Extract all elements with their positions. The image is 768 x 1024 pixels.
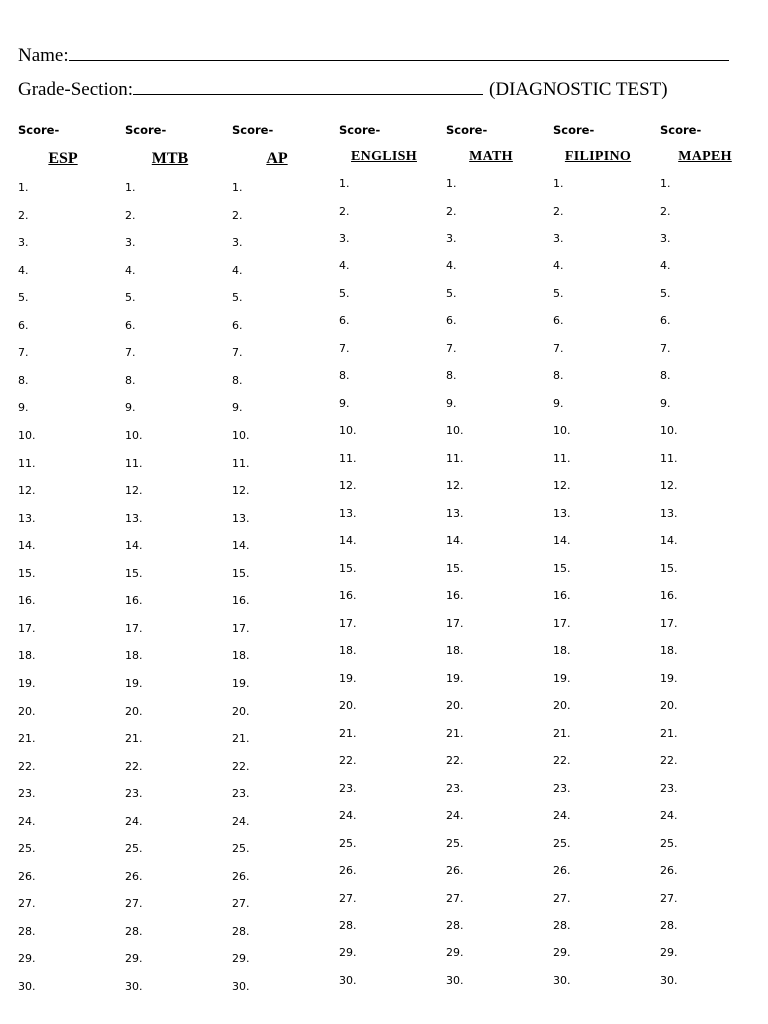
item-number-mapeh: 24.: [660, 809, 678, 822]
grade-section-label: Grade-Section:: [18, 79, 134, 100]
subject-heading-mtb: MTB: [151, 150, 189, 167]
item-number-filipino: 4.: [553, 259, 564, 273]
item-number-filipino: 27.: [553, 891, 571, 905]
item-number-math: 18.: [446, 644, 464, 658]
item-number-mtb: 14.: [125, 539, 143, 553]
item-number-filipino: 23.: [553, 781, 571, 795]
item-number-mtb: 20.: [125, 704, 143, 718]
item-number-mapeh: 30.: [660, 973, 678, 987]
item-number-english: 28.: [339, 919, 357, 932]
item-number-mapeh: 8.: [660, 369, 671, 383]
item-number-english: 21.: [339, 726, 357, 740]
item-number-esp: 26.: [18, 869, 36, 883]
item-number-filipino: 15.: [553, 561, 571, 575]
item-number-mtb: 21.: [125, 732, 143, 745]
item-number-english: 5.: [339, 286, 350, 300]
item-number-mapeh: 26.: [660, 864, 678, 877]
item-number-filipino: 12.: [553, 479, 571, 493]
item-number-mapeh: 6.: [660, 314, 671, 328]
item-number-ap: 20.: [232, 704, 250, 718]
item-number-ap: 15.: [232, 566, 250, 580]
item-number-esp: 16.: [18, 594, 36, 608]
item-number-english: 16.: [339, 589, 357, 603]
item-number-filipino: 19.: [553, 671, 571, 685]
item-number-esp: 5.: [18, 291, 29, 305]
item-number-ap: 14.: [232, 539, 250, 553]
item-number-filipino: 20.: [553, 699, 571, 713]
item-number-ap: 9.: [232, 401, 243, 415]
item-number-english: 18.: [339, 644, 357, 658]
item-number-math: 21.: [446, 726, 464, 740]
item-number-mapeh: 15.: [660, 561, 678, 575]
item-number-ap: 11.: [232, 456, 250, 470]
item-number-mtb: 9.: [125, 401, 136, 415]
item-number-english: 23.: [339, 781, 357, 795]
item-number-filipino: 6.: [553, 314, 564, 328]
item-number-english: 14.: [339, 534, 357, 548]
score-label-math: Score-: [446, 123, 488, 137]
item-number-mapeh: 7.: [660, 341, 671, 355]
item-number-math: 2.: [446, 204, 457, 218]
item-number-mapeh: 13.: [660, 506, 678, 520]
item-number-esp: 9.: [18, 401, 29, 415]
item-number-mtb: 5.: [125, 291, 136, 305]
name-blank[interactable]: [69, 43, 729, 61]
item-number-filipino: 16.: [553, 589, 571, 603]
item-number-english: 13.: [339, 506, 357, 520]
item-number-ap: 21.: [232, 732, 250, 745]
item-number-esp: 25.: [18, 842, 36, 856]
item-number-mapeh: 19.: [660, 671, 678, 685]
item-number-mapeh: 16.: [660, 589, 678, 603]
item-number-filipino: 30.: [553, 973, 571, 987]
item-number-mtb: 17.: [125, 621, 143, 635]
item-number-filipino: 28.: [553, 919, 571, 932]
item-number-mtb: 19.: [125, 676, 143, 690]
item-number-ap: 26.: [232, 869, 250, 883]
item-number-english: 26.: [339, 864, 357, 877]
name-line: [18, 43, 729, 67]
item-number-math: 8.: [446, 369, 457, 383]
item-number-mtb: 30.: [125, 980, 143, 993]
item-number-math: 4.: [446, 259, 457, 273]
item-number-mtb: 10.: [125, 429, 143, 442]
item-number-mapeh: 2.: [660, 204, 671, 218]
item-number-filipino: 18.: [553, 644, 571, 658]
item-number-ap: 3.: [232, 236, 243, 250]
item-number-ap: 7.: [232, 346, 243, 360]
grade-section-line: [18, 77, 668, 101]
item-number-filipino: 2.: [553, 204, 564, 218]
item-number-esp: 18.: [18, 649, 36, 663]
item-number-math: 20.: [446, 699, 464, 713]
item-number-english: 7.: [339, 341, 350, 355]
item-number-math: 3.: [446, 232, 457, 245]
item-number-english: 4.: [339, 259, 350, 273]
item-number-math: 15.: [446, 561, 464, 575]
item-number-filipino: 5.: [553, 286, 564, 300]
item-number-ap: 19.: [232, 676, 250, 690]
item-number-ap: 12.: [232, 484, 250, 498]
item-number-esp: 29.: [18, 952, 36, 966]
item-number-mapeh: 27.: [660, 891, 678, 905]
item-number-ap: 2.: [232, 208, 243, 222]
item-number-filipino: 21.: [553, 726, 571, 740]
item-number-filipino: 24.: [553, 809, 571, 822]
item-number-esp: 22.: [18, 759, 36, 773]
item-number-ap: 25.: [232, 842, 250, 856]
item-number-ap: 24.: [232, 814, 250, 828]
item-number-esp: 3.: [18, 236, 29, 250]
item-number-mapeh: 12.: [660, 479, 678, 493]
subject-heading-esp: ESP: [48, 150, 78, 167]
item-number-filipino: 26.: [553, 864, 571, 877]
item-number-math: 9.: [446, 396, 457, 410]
item-number-mapeh: 29.: [660, 946, 678, 960]
item-number-esp: 24.: [18, 814, 36, 828]
subject-heading-mapeh: MAPEH: [678, 149, 732, 164]
item-number-esp: 1.: [18, 181, 29, 194]
item-number-mtb: 8.: [125, 373, 136, 387]
item-number-english: 30.: [339, 973, 357, 987]
item-number-ap: 5.: [232, 291, 243, 305]
item-number-mapeh: 1.: [660, 177, 671, 190]
subject-heading-english: ENGLISH: [351, 149, 417, 164]
item-number-esp: 4.: [18, 263, 29, 277]
item-number-math: 27.: [446, 891, 464, 905]
item-number-filipino: 1.: [553, 177, 564, 190]
grade-section-blank[interactable]: [133, 77, 483, 95]
item-number-math: 11.: [446, 451, 464, 465]
name-label: Name:: [18, 45, 69, 66]
item-number-esp: 8.: [18, 373, 29, 387]
item-number-esp: 27.: [18, 897, 36, 911]
item-number-mtb: 7.: [125, 346, 136, 360]
item-number-math: 1.: [446, 177, 457, 190]
item-number-ap: 1.: [232, 181, 243, 194]
item-number-english: 17.: [339, 616, 357, 630]
item-number-english: 19.: [339, 671, 357, 685]
subject-heading-filipino: FILIPINO: [564, 149, 632, 164]
item-number-mtb: 18.: [125, 649, 143, 663]
item-number-esp: 23.: [18, 787, 36, 801]
item-number-esp: 6.: [18, 318, 29, 332]
item-number-mapeh: 22.: [660, 754, 678, 768]
item-number-english: 10.: [339, 424, 357, 438]
item-number-english: 27.: [339, 891, 357, 905]
item-number-mtb: 13.: [125, 511, 143, 525]
item-number-english: 6.: [339, 314, 350, 328]
item-number-mtb: 6.: [125, 318, 136, 332]
item-number-ap: 22.: [232, 759, 250, 773]
item-number-math: 10.: [446, 424, 464, 438]
item-number-filipino: 13.: [553, 506, 571, 520]
item-number-mtb: 3.: [125, 236, 136, 250]
item-number-english: 22.: [339, 754, 357, 768]
item-number-filipino: 7.: [553, 341, 564, 355]
item-number-english: 2.: [339, 204, 350, 218]
item-number-english: 15.: [339, 561, 357, 575]
item-number-filipino: 8.: [553, 369, 564, 383]
item-number-mtb: 25.: [125, 842, 143, 856]
item-number-ap: 30.: [232, 980, 250, 993]
item-number-english: 1.: [339, 177, 350, 190]
item-number-esp: 11.: [18, 456, 36, 470]
score-label-filipino: Score-: [553, 123, 595, 137]
test-type-label: (DIAGNOSTIC TEST): [489, 79, 668, 100]
item-number-mapeh: 17.: [660, 616, 678, 630]
item-number-english: 24.: [339, 809, 357, 822]
item-number-mapeh: 14.: [660, 534, 678, 548]
item-number-math: 23.: [446, 781, 464, 795]
item-number-math: 28.: [446, 919, 464, 932]
item-number-ap: 29.: [232, 952, 250, 966]
item-number-ap: 18.: [232, 649, 250, 663]
item-number-ap: 8.: [232, 373, 243, 387]
item-number-mtb: 1.: [125, 181, 136, 194]
item-number-filipino: 29.: [553, 946, 571, 960]
item-number-english: 20.: [339, 699, 357, 713]
item-number-mtb: 12.: [125, 484, 143, 498]
item-number-esp: 7.: [18, 346, 29, 360]
item-number-esp: 20.: [18, 704, 36, 718]
item-number-ap: 13.: [232, 511, 250, 525]
item-number-math: 5.: [446, 286, 457, 300]
item-number-filipino: 11.: [553, 451, 571, 465]
item-number-mapeh: 4.: [660, 259, 671, 273]
item-number-filipino: 14.: [553, 534, 571, 548]
item-number-ap: 27.: [232, 897, 250, 911]
score-label-mapeh: Score-: [660, 123, 702, 137]
score-label-esp: Score-: [18, 123, 60, 137]
item-number-mtb: 22.: [125, 759, 143, 773]
item-number-mapeh: 5.: [660, 286, 671, 300]
item-number-esp: 21.: [18, 732, 36, 745]
item-number-mtb: 29.: [125, 952, 143, 966]
item-number-math: 19.: [446, 671, 464, 685]
score-label-mtb: Score-: [125, 123, 167, 137]
item-number-mtb: 11.: [125, 456, 143, 470]
item-number-english: 12.: [339, 479, 357, 493]
item-number-ap: 6.: [232, 318, 243, 332]
item-number-mapeh: 23.: [660, 781, 678, 795]
item-number-mtb: 24.: [125, 814, 143, 828]
item-number-filipino: 9.: [553, 396, 564, 410]
item-number-ap: 28.: [232, 924, 250, 938]
item-number-esp: 17.: [18, 621, 36, 635]
item-number-mtb: 27.: [125, 897, 143, 911]
score-label-ap: Score-: [232, 123, 274, 137]
item-number-ap: 16.: [232, 594, 250, 608]
item-number-esp: 30.: [18, 980, 36, 993]
item-number-math: 24.: [446, 809, 464, 822]
item-number-math: 16.: [446, 589, 464, 603]
item-number-mtb: 26.: [125, 869, 143, 883]
item-number-math: 12.: [446, 479, 464, 493]
item-number-mapeh: 21.: [660, 726, 678, 740]
item-number-mapeh: 11.: [660, 451, 678, 465]
item-number-mtb: 15.: [125, 566, 143, 580]
item-number-ap: 4.: [232, 263, 243, 277]
item-number-esp: 12.: [18, 484, 36, 498]
item-number-mtb: 16.: [125, 594, 143, 608]
item-number-filipino: 17.: [553, 616, 571, 630]
item-number-filipino: 25.: [553, 836, 571, 850]
item-number-esp: 28.: [18, 924, 36, 938]
item-number-math: 7.: [446, 341, 457, 355]
subject-heading-math: MATH: [469, 149, 513, 164]
item-number-math: 30.: [446, 973, 464, 987]
item-number-esp: 19.: [18, 676, 36, 690]
item-number-math: 29.: [446, 946, 464, 960]
item-number-math: 22.: [446, 754, 464, 768]
item-number-math: 14.: [446, 534, 464, 548]
item-number-english: 29.: [339, 946, 357, 960]
item-number-english: 25.: [339, 836, 357, 850]
item-number-mtb: 23.: [125, 787, 143, 801]
subject-heading-ap: AP: [266, 150, 288, 167]
item-number-mapeh: 18.: [660, 644, 678, 658]
item-number-mapeh: 10.: [660, 424, 678, 438]
item-number-mapeh: 3.: [660, 232, 671, 245]
item-number-english: 3.: [339, 232, 350, 245]
score-label-english: Score-: [339, 123, 381, 137]
item-number-math: 25.: [446, 836, 464, 850]
item-number-english: 8.: [339, 369, 350, 383]
item-number-filipino: 3.: [553, 232, 564, 245]
item-number-math: 17.: [446, 616, 464, 630]
item-number-esp: 2.: [18, 208, 29, 222]
item-number-english: 9.: [339, 396, 350, 410]
item-number-mtb: 28.: [125, 924, 143, 938]
item-number-filipino: 22.: [553, 754, 571, 768]
item-number-mapeh: 28.: [660, 919, 678, 932]
item-number-math: 6.: [446, 314, 457, 328]
item-number-mtb: 2.: [125, 208, 136, 222]
item-number-mtb: 4.: [125, 263, 136, 277]
item-number-filipino: 10.: [553, 424, 571, 438]
item-number-esp: 14.: [18, 539, 36, 553]
item-number-mapeh: 9.: [660, 396, 671, 410]
item-number-mapeh: 25.: [660, 836, 678, 850]
item-number-ap: 23.: [232, 787, 250, 801]
item-number-esp: 15.: [18, 566, 36, 580]
item-number-math: 26.: [446, 864, 464, 877]
item-number-math: 13.: [446, 506, 464, 520]
item-number-esp: 13.: [18, 511, 36, 525]
item-number-esp: 10.: [18, 429, 36, 442]
item-number-mapeh: 20.: [660, 699, 678, 713]
item-number-ap: 10.: [232, 429, 250, 442]
item-number-ap: 17.: [232, 621, 250, 635]
item-number-english: 11.: [339, 451, 357, 465]
